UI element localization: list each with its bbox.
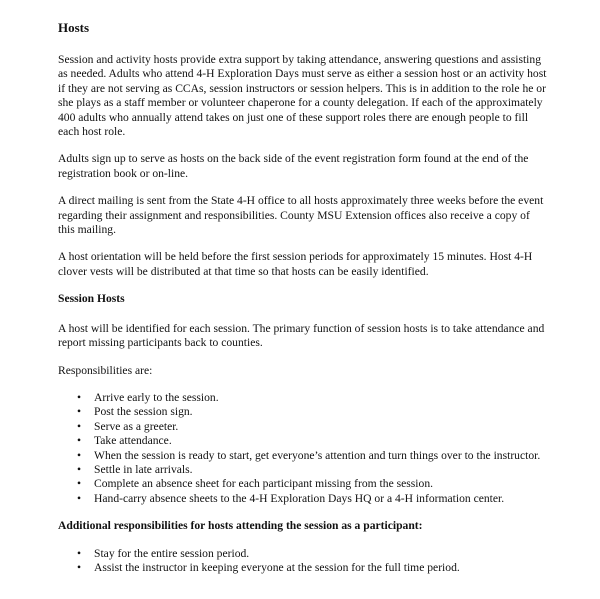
section-heading-session-hosts: Session Hosts xyxy=(58,292,125,306)
list-item: • Arrive early to the session. xyxy=(94,391,548,405)
paragraph-session-hosts-intro: A host will be identified for each session. The primary function of session hosts is to take attendance and report missing participants back to counties. xyxy=(58,321,545,350)
paragraph-hosts-overview: Session and activity hosts provide extra support by taking attendance, answering questions and assisting as needed. Adults who attend 4-H Exploration Days must serve as either a session host or an activity host if they are not serving as CCAs, session instructors or session helpers. This is in addition to the role he or she plays as a staff member or volunteer chaperone for a county delegation. If each of the approximately 400 adults who annually attend takes on just one of these support roles there are enough people to fill each host role. xyxy=(58,53,547,139)
paragraph-signup: Adults sign up to serve as hosts on the back side of the event registration form found at the end of the registration book or on-line. xyxy=(58,152,529,180)
list-item: • Stay for the entire session period. xyxy=(94,547,548,561)
paragraph-orientation: A host orientation will be held before the first session periods for approximately 15 minutes. Host 4-H clover vests will be distributed at that time so that hosts can be easily identified. xyxy=(58,250,533,278)
list-item: • Complete an absence sheet for each participant missing from the session. xyxy=(94,477,548,491)
list-item: • When the session is ready to start, get everyone’s attention and turn things over to the instructor. xyxy=(94,449,548,463)
responsibilities-list xyxy=(58,391,548,506)
list-item: • Take attendance. xyxy=(94,434,548,448)
section-heading-additional: Additional responsibilities for hosts attending the session as a participant: xyxy=(58,519,423,533)
responsibilities-label: Responsibilities are: xyxy=(58,363,153,377)
additional-responsibilities-list xyxy=(58,547,548,576)
list-item: • Assist the instructor in keeping everyone at the session for the full time period. xyxy=(94,561,548,575)
list-item: • Serve as a greeter. xyxy=(94,420,548,434)
document-page xyxy=(58,20,548,588)
paragraph-mailing: A direct mailing is sent from the State 4-H office to all hosts approximately three weeks before the event regarding their assignment and responsibilities. County MSU Extension offices also receive a copy of this mailing. xyxy=(58,194,544,237)
list-item: • Hand-carry absence sheets to the 4-H Exploration Days HQ or a 4-H information center. xyxy=(94,492,548,506)
list-item: • Settle in late arrivals. xyxy=(94,463,548,477)
list-item: • Post the session sign. xyxy=(94,405,548,419)
page-title: Hosts xyxy=(58,20,90,35)
